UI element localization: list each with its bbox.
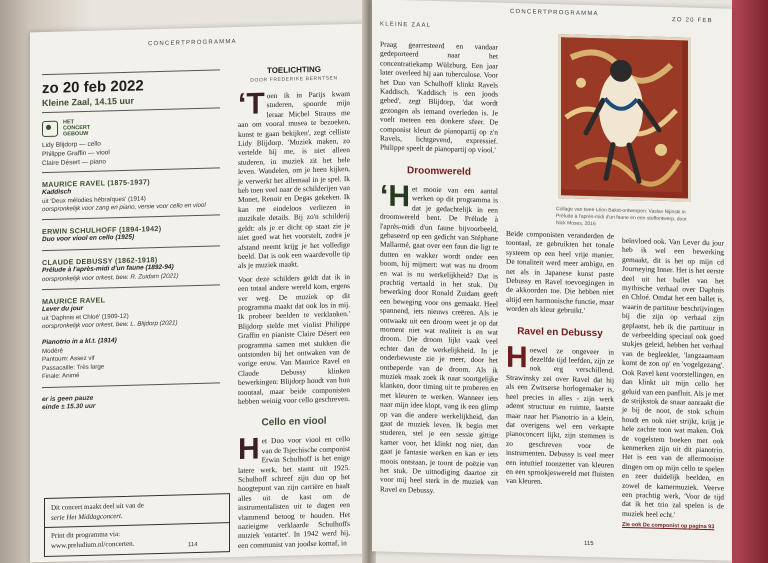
byline: DOOR FREDERIKE BERNTSEN — [250, 75, 338, 84]
series-line: serie Het Middagconcert. — [51, 511, 123, 522]
article-paragraph: Voor deze schilders geldt dat ik in een totaal andere wereld kom, ergens ver weg. De muziek op dit programma maakt dat ook los in mij. Ik probeer beelden te verklanken.' Blijdorp stelde met violist Philippe Graffin en pianiste Claire Désert een programma samen met stukken die ontstonden bij het ontwaken van de vorige eeuw. Van Maurice Ravel en Claude Debussy klinken bewerkingen: Blijdorp houdt van hun toontaal, maar beide componisten hebben weinig voor cello geschreven. — [238, 271, 350, 406]
paragraph-text: oewel ze ongeveer in dezelfde tijd leefden, zijn ze ook erg verschillend. Strawinsky zei over Ravel dat hij als een Zwitserse horlogemaker is, heel precies in alles - zijn werk ademt structuur en ruimte, laatste maar naar het Pianotrio in a klein, dat overigens wel een verkapte pianoconcert lijkt, zijn stemmen is zo geschreven voor de instrumenten. Debussy is veel meer een intuïtief toonzetter van kleuren en een sprookjeswereld met fluisten van kleuren. — [506, 345, 614, 487]
composer-name: ERWIN SCHULHOFF (1894-1942) — [42, 224, 162, 237]
pause-line: er is geen pauze — [42, 394, 94, 403]
drop-cap: ‘H — [380, 179, 410, 214]
pause-note — [42, 391, 220, 413]
program-listing — [42, 75, 220, 412]
running-header-right: KLEINE ZAAL — [380, 21, 432, 29]
see-also-link[interactable]: Zie ook De componist op pagina 93 — [622, 522, 715, 531]
article-column-a — [380, 39, 498, 496]
work-arrangement: oorspronkelijk voor orkest, bew. L. Blijdorp (2021) — [42, 319, 178, 331]
logo-line: CONCERT — [63, 124, 91, 132]
drop-cap: H — [506, 340, 528, 375]
performer: Lidy Blijdorp — cello — [42, 140, 101, 150]
work-detail: uit 'Deux mélodies hébraïques' (1914) — [42, 194, 146, 205]
concert-date: zo 20 feb 2022 — [42, 77, 144, 98]
article-paragraph — [506, 340, 614, 488]
series-info-box — [44, 493, 230, 557]
work-arrangement: oorspronkelijk voor zang en piano, versie voor cello en viool — [42, 201, 206, 214]
work-title: Kaddisch — [42, 188, 72, 197]
concert-venue: Kleine Zaal, 14.15 uur — [42, 95, 135, 109]
series-line: Dit concert maakt deel uit van de — [51, 501, 144, 512]
article-paragraph: Praag gearresteerd en vandaar gedeporteerd naar het concentratiekamp Wülzburg. Een jaar later overleed hij aan tuberculose. Voor het Duo van Schulhoff klinkt Ravels Kaddisch. 'Kaddisch is een joods gebed', zegt Blijdorp, 'dat wordt gezongen als iemand overleden is. Je voelt meteen een donkere sfeer. De componist kleurt de pianopartij op z'n Ravels, lichtgevend, expressief. Philippe speelt de pianopartij op viool.' — [380, 39, 498, 155]
article-paragraph — [238, 434, 350, 550]
work-title: Duo voor viool en cello (1925) — [42, 234, 135, 244]
page-number: 115 — [584, 540, 594, 548]
movement: Passacaille: Très large — [42, 363, 105, 372]
article-paragraph: Beide componisten veranderden de toontaal, ze gebruikten het tonale systeem op een heel vrije manier. De tonaliteit werd meer ambigu, en net als in Japanese kunst paste Debussy en Ravel toevoegingen in de akkoorden toe. Die hebben niet altijd een harmonische functie, maar worden als kleur gebruikt.' — [506, 228, 614, 316]
work-detail: uit 'Daphnis et Chloé' (1909-12) — [42, 312, 129, 322]
toelichting-column — [238, 64, 350, 550]
movement: Modéré — [42, 347, 63, 356]
divider — [42, 382, 220, 388]
section-heading: Cello en viool — [261, 416, 327, 429]
article-paragraph — [380, 179, 498, 496]
print-url[interactable]: www.preludium.nl/concerten. — [51, 539, 135, 550]
movement: Pantoum: Assez vif — [42, 355, 95, 364]
performer: Philippe Graffin — viool — [42, 149, 110, 159]
work-title: Lever du jour — [42, 304, 84, 314]
page-number: 114 — [188, 541, 198, 549]
article-paragraph: beïnvloed ook. Van Lever du jour heb ik wel een bewerking gemaakt, dit is het op mijn cd Journeying Inner. Het is het eerste deel uit het ballet van het mythische verhaal over Daphnis en Chloé. Omdat het een ballet is, waarin de partituur beschrijvingen bij die zijn op verhaal zijn geplaatst, heb ik die partituur in de verbeelding speciaal ook goed stukjes geleid, hebben het verhaal van de begleeklet, 'langzaamaan komt de zon op' en 'vogelgezang'. Ook Ravel kent voorstellingen, en dan klinkt uit mijn cello het geluid van een panfluit. Als je met de strijkstok de snaar aanraakt die je bij de noot, de stok schuin houdt en ook niet strijkt, krijg je hele zachte toon wat maken. Ook de vogelstem boeken met ook kenmerken zijn uit dit pianotrio. Het is een van de allermooiste dingen om op mijn cello te spelen en zeer duidelijk beelden, en zowel de kamermuziek. Veerve een prachtig werk, 'Voor de tijd dat ik het trio zal spelen is de muziek heel echt.' — [622, 235, 724, 520]
divider — [42, 215, 220, 221]
work-title: Prélude à l'après-midi d'un faune (1892-94) — [42, 263, 174, 275]
divider — [42, 284, 220, 290]
print-line: Print dit programma via: — [51, 530, 121, 540]
section-heading: Droomwereld — [407, 165, 471, 178]
section-heading: Ravel en Debussy — [517, 325, 603, 339]
paragraph-text: oen ik in Parijs kwam studeren, spoorde mijn leraar Michel Strauss me aan om vooral musea te bezoeken, kunst te gaan bekijken', zegt celliste Lidy Blijdorp. 'Muziek maken, zo vertelde hij me, is niet alleen studeren, in muziek zit het hele leven. Wandelen, om je heen kijken, je verwerkt het allemaal in je spel. Ik heb toen veel naar de schilderijen van Monet, Renoir en Degas gekeken. Ik kan me eindeloos verliezen in muzikale details. Bij zo'n schilderij geldt: als je er dicht op staat zie je niet goed wat het voorstelt, zodra je afstand neemt krijg je het volledige beeld. Dat is ook een waardevolle tip als je muziek maakt. — [238, 89, 350, 271]
paragraph-text: et mooie van een aantal werken op dit programma is dat je gedachtelijk in een droomwereld bent. De Prélude à l'après-midi d'un faune bijvoorbeeld, gebaseerd op een gedicht van Stéphane Mallarmé, gaat over een faun die ligt te dutten en wakker wordt onder een boom, hij mijmert: wat was nu droom en wat is nu werkelijkheid? Dat is prachtig vertaald in het stuk. Dit bewerking door Ronald Zuidam geeft een beweging voor ons gemaakt. Heel spannend, iets nieuws creëren. Als ie ontwaakt uit een droom weet je op dat moment niet wat realiteit is en wat droom. Die droom lijkt vaak veel echter dan de werkelijkheid. In je onderbewuste zie je meer, door het ontbeperde van de droom. Als ik muziek maak zoek ik naar soortgelijke klanken, door timing uit te proberen en met kleuren te werken. Wanneer iets naar mijn idee klopt, vang ik een glimp op van die andere werkelijkheid, dan gaat de muziek leven. Ik begin met studeren, stel je een sessie gittige kamer voor, het klinkt nog niet, dan gaat je fantasie werken en kan er iets moois ontstaan, je toont de poëzie van het stuk. De uitnodiging daartoe zit voor mij heel sterk in de muziek van Ravel en Debussy. — [380, 184, 498, 495]
magazine-cover-edge — [732, 0, 768, 563]
article-column-b — [506, 229, 614, 489]
article-column-c — [622, 236, 724, 531]
running-header-date: ZO 20 FEB — [672, 17, 713, 25]
movement: Finale: Animé — [42, 372, 80, 381]
running-header-center: CONCERTPROGRAMMA — [510, 8, 599, 18]
ballet-collage-image — [558, 34, 691, 201]
drop-cap: H — [238, 432, 260, 467]
work-arrangement: oorspronkelijk voor orkest, bew. R. Zuidam (2021) — [42, 272, 179, 283]
logo-line: HET — [63, 119, 74, 126]
composer-name: MAURICE RAVEL (1875-1937) — [42, 177, 150, 190]
right-page — [372, 0, 732, 561]
composer-name: MAURICE RAVEL — [42, 295, 106, 307]
end-time: einde ± 15.30 uur — [42, 402, 96, 412]
logo-line: GEBOUW — [63, 130, 89, 138]
drop-cap: ‘T — [238, 87, 265, 121]
divider — [42, 245, 220, 251]
performer-list — [42, 136, 220, 168]
composer-name: CLAUDE DEBUSSY (1862-1918) — [42, 255, 158, 268]
divider — [42, 167, 220, 173]
image-caption: Collage van twee Léon Bakst-ontwerpen: Vaslav Nijinski in Prélude à l'après-midi d'un faune en een stoffontwerp, door Nick Moses, 2016 — [556, 206, 687, 227]
performer: Claire Désert — piano — [42, 158, 106, 168]
divider — [42, 107, 220, 113]
left-page — [30, 24, 365, 563]
concertgebouw-logo — [42, 115, 220, 138]
article-paragraph — [238, 89, 350, 271]
concertgebouw-logo-icon — [42, 121, 58, 137]
divider — [42, 69, 220, 75]
section-title: TOELICHTING — [266, 64, 322, 76]
running-header-left: CONCERTPROGRAMMA — [148, 38, 237, 48]
paragraph-text: et Duo voor viool en cello van de Tsjechische componist Erwin Schulhoff is het enige latere werk, het stamt uit 1925. Schulhoff schreef zijn duo op het hoogtepunt van zijn carrière en haalt alles uit de kast om de instrumentalisten uit te dagen een vlammend betoog te houden. Het nazieigme verklaarde Schulhoffs muziek 'entartet'. In 1942 werd hij, een communist van joodse komaf, in — [238, 434, 350, 550]
collage-illustration — [561, 37, 682, 192]
work-title: Pianotrio in a kl.t. (1914) — [42, 337, 117, 347]
